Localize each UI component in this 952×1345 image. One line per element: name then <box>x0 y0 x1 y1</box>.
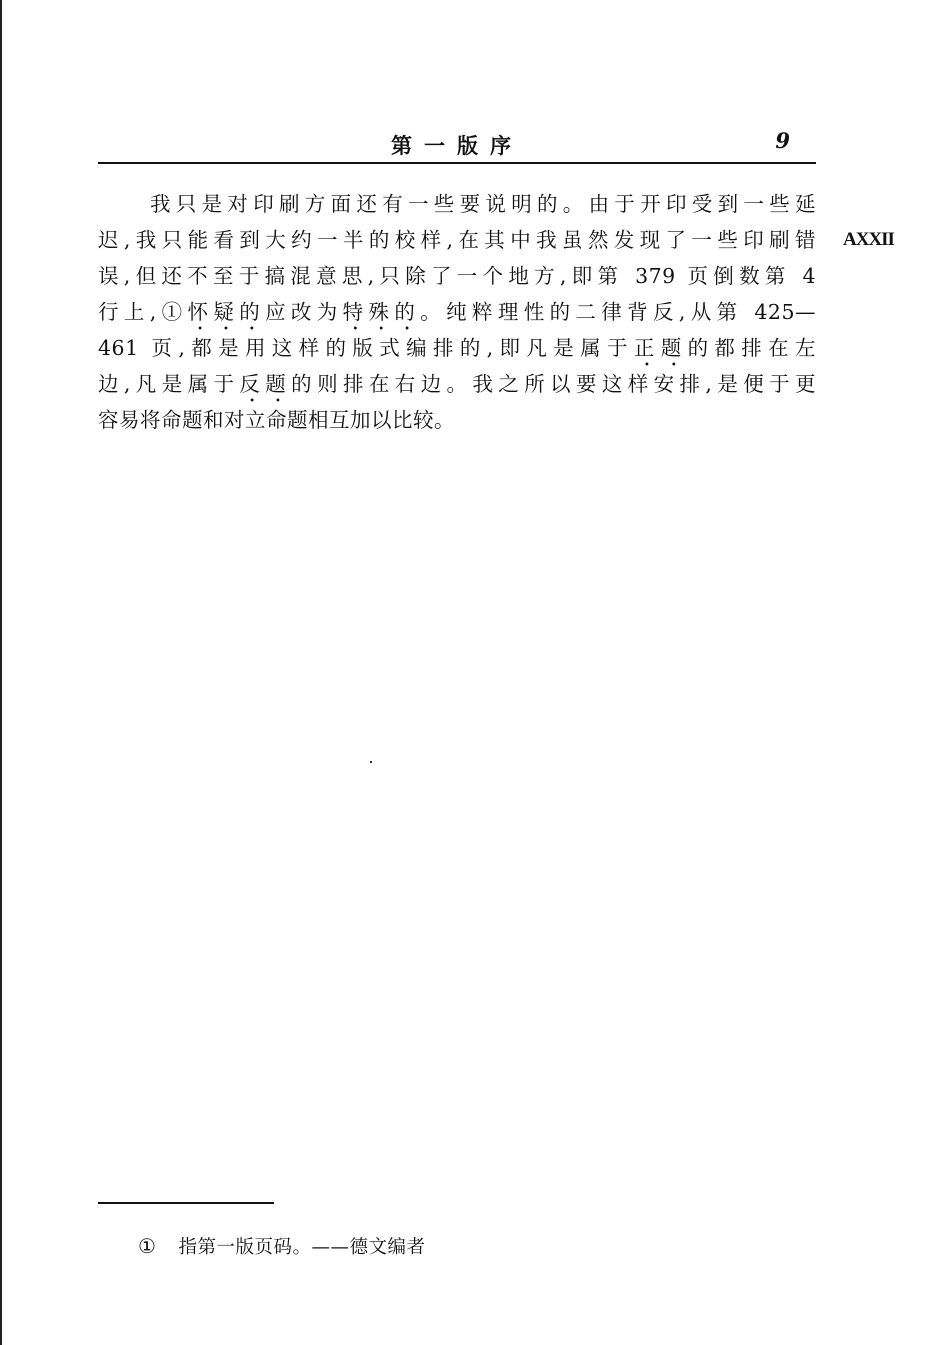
text-fragment: 的都排在左 <box>687 336 816 360</box>
text-fragment: 应改为 <box>265 300 343 324</box>
text-fragment: 行上,① <box>98 300 188 324</box>
page-number: 9 <box>775 128 790 153</box>
page-left-edge <box>0 0 2 1345</box>
running-title: 第一版序 <box>391 133 523 158</box>
text-line <box>98 330 816 366</box>
footnote-text: 指第一版页码。——德文编者 <box>178 1237 426 1258</box>
text-line <box>98 294 816 330</box>
running-header <box>98 128 816 162</box>
emphasized-term: 反题 <box>239 372 292 396</box>
emphasized-term: 特殊的 <box>342 300 421 324</box>
footnote <box>138 1233 425 1259</box>
text-fragment: 的则排在右边。我之所以要这样安排,是便于更 <box>291 372 817 396</box>
text-fragment: 边,凡是属于 <box>98 372 240 396</box>
text-line: 误,但还不至于搞混意思,只除了一个地方,即第 379 页倒数第 4 <box>98 264 816 288</box>
footnote-rule <box>98 1202 274 1204</box>
margin-page-reference: AXXII <box>843 229 894 250</box>
text-line <box>98 366 816 402</box>
text-line: 迟,我只能看到大约一半的校样,在其中我虽然发现了一些印刷错 <box>98 228 816 252</box>
header-rule <box>98 162 816 164</box>
text-line: 我只是对印刷方面还有一些要说明的。由于开印受到一些延 <box>150 192 816 216</box>
scan-speck <box>370 761 372 763</box>
emphasized-term: 怀疑的 <box>187 300 266 324</box>
body-paragraph <box>98 186 816 438</box>
text-fragment: 。纯粹理性的二律背反,从第 425— <box>420 300 816 324</box>
text-line: 容易将命题和对立命题相互加以比较。 <box>98 408 455 432</box>
footnote-marker: ① <box>138 1234 157 1258</box>
text-fragment: 461 页,都是用这样的版式编排的,即凡是属于 <box>98 336 634 360</box>
emphasized-term: 正题 <box>633 336 688 360</box>
